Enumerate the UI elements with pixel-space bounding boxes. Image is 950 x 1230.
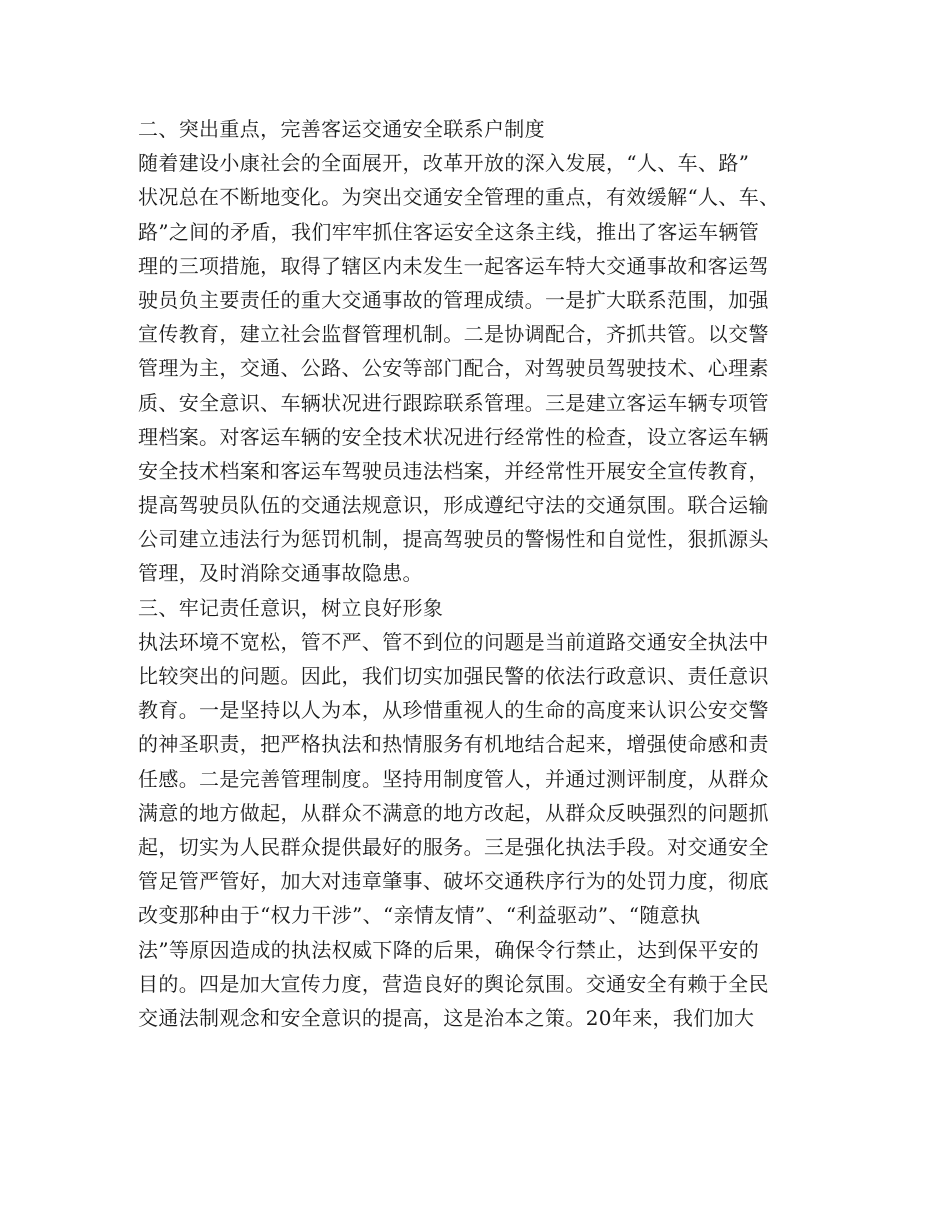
text-line: 管理为主，交通、公路、公安等部门配合，对驾驶员驾驶技术、心理素 [138, 356, 769, 381]
text-line: 质、安全意识、车辆状况进行跟踪联系管理。三是建立客运车辆专项管 [138, 390, 769, 415]
section-heading-3: 三、牢记责任意识，树立良好形象 [138, 595, 444, 620]
text-line: 任感。二是完善管理制度。坚持用制度管人，并通过测评制度，从群众 [138, 766, 769, 791]
text-line: 驶员负主要责任的重大交通事故的管理成绩。一是扩大联系范围，加强 [138, 287, 769, 312]
text-line: 满意的地方做起，从群众不满意的地方改起，从群众反映强烈的问题抓 [138, 800, 769, 825]
text-line: 路”之间的矛盾，我们牢牢抓住客运安全这条主线，推出了客运车辆管 [138, 219, 760, 244]
text-line: 法”等原因造成的执法权威下降的后果，确保令行禁止，达到保平安的 [138, 937, 760, 962]
text-line: 状况总在不断地变化。为突出交通安全管理的重点，有效缓解“人、车、 [138, 185, 780, 210]
text-line: 管理，及时消除交通事故隐患。 [138, 561, 423, 586]
text-line: 理档案。对客运车辆的安全技术状况进行经常性的检查，设立客运车辆 [138, 424, 769, 449]
text-line: 理的三项措施，取得了辖区内未发生一起客运车特大交通事故和客运驾 [138, 253, 769, 278]
text-line: 比较突出的问题。因此，我们切实加强民警的依法行政意识、责任意识 [138, 664, 769, 688]
text-line: 宣传教育，建立社会监督管理机制。二是协调配合，齐抓共管。以交警 [138, 322, 769, 347]
text-line: 管足管严管好，加大对违章肇事、破坏交通秩序行为的处罚力度，彻底 [138, 869, 769, 894]
text-line: 提高驾驶员队伍的交通法规意识，形成遵纪守法的交通氛围。联合运输 [138, 493, 769, 518]
body-text [138, 112, 838, 1035]
text-line: 安全技术档案和客运车驾驶员违法档案，并经常性开展安全宣传教育， [138, 458, 769, 483]
text-line: 起，切实为人民群众提供最好的服务。三是强化执法手段。对交通安全 [138, 834, 769, 859]
text-line: 执法环境不宽松，管不严、管不到位的问题是当前道路交通安全执法中 [138, 629, 769, 654]
text-line: 的神圣职责，把严格执法和热情服务有机地结合起来，增强使命感和责 [138, 732, 769, 757]
section-heading-2: 二、突出重点，完善客运交通安全联系户制度 [138, 117, 545, 141]
text-line: 随着建设小康社会的全面展开，改革开放的深入发展，“人、车、路” [138, 151, 750, 176]
text-line: 目的。四是加大宣传力度，营造良好的舆论氛围。交通安全有赖于全民 [138, 971, 769, 996]
text-line: 改变那种由于“权力干涉”、“亲情友情”、“利益驱动”、“随意执 [138, 903, 701, 928]
text-line: 教育。一是坚持以人为本，从珍惜重视人的生命的高度来认识公安交警 [138, 698, 769, 723]
text-line: 交通法制观念和安全意识的提高，这是治本之策。20年来，我们加大 [138, 1005, 755, 1030]
text-line: 公司建立违法行为惩罚机制，提高驾驶员的警惕性和自觉性，狠抓源头 [138, 527, 769, 552]
